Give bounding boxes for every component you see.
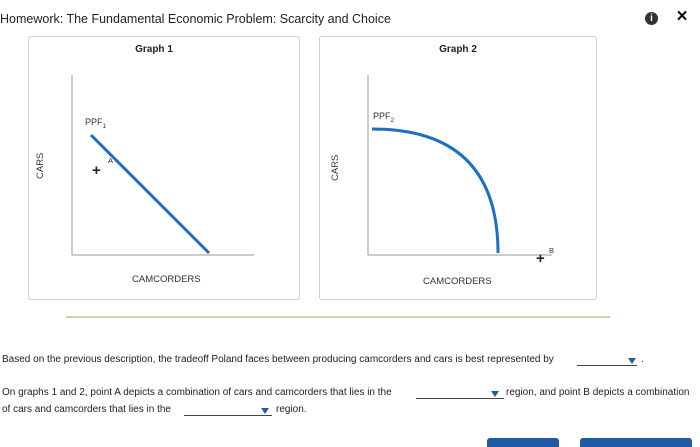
graph-2-panel (319, 36, 597, 300)
point-b-region-dropdown-caret-icon[interactable] (261, 408, 269, 414)
graph-2-title: Graph 2 (439, 44, 477, 55)
help-button[interactable] (487, 438, 559, 447)
point-a-marker[interactable]: + (92, 162, 101, 179)
graph-1-x-axis-label: CAMCORDERS (132, 274, 201, 285)
point-b-region-dropdown[interactable] (184, 405, 272, 416)
question-1-text: Based on the previous description, the tradeoff Poland faces between producing camcorders and cars is best represented by (2, 354, 554, 365)
check-answer-button[interactable] (580, 438, 692, 447)
graph-1-panel (28, 36, 300, 300)
graph-1-curve-label: $PPF_1$ (85, 117, 107, 130)
graph-1-ppf-line (91, 135, 209, 253)
graph-2-ppf-curve (372, 129, 498, 253)
question-2-text-part3: of cars and camcorders that lies in the (2, 404, 171, 415)
point-b-marker[interactable]: + (536, 250, 545, 267)
section-divider (66, 316, 610, 318)
point-b-label: B (549, 246, 555, 255)
point-a-region-dropdown-caret-icon[interactable] (491, 391, 499, 397)
graph-1-plot (29, 37, 299, 299)
question-1-end: . (641, 354, 644, 365)
point-a-label: A (108, 156, 114, 165)
info-icon[interactable]: i (645, 12, 658, 25)
question-2-text-part4: region. (276, 404, 307, 415)
graph-1-y-axis-label: CARS (35, 152, 46, 179)
graph-2-plot (320, 37, 596, 299)
graph-answer-dropdown-caret-icon[interactable] (628, 358, 636, 364)
question-2-text-part2: region, and point B depicts a combination (506, 387, 690, 398)
graph-2-x-axis-label: CAMCORDERS (423, 276, 492, 287)
window-title: Homework: The Fundamental Economic Problem: Scarcity and Choice (0, 12, 391, 26)
graph-2-curve-label: $PPF_2$ (373, 111, 395, 124)
graph-2-y-axis-label: CARS (330, 154, 341, 181)
question-2-text-part1: On graphs 1 and 2, point A depicts a combination of cars and camcorders that lies in the (2, 387, 392, 398)
close-icon[interactable]: × (676, 6, 688, 27)
graph-1-title: Graph 1 (135, 44, 173, 55)
